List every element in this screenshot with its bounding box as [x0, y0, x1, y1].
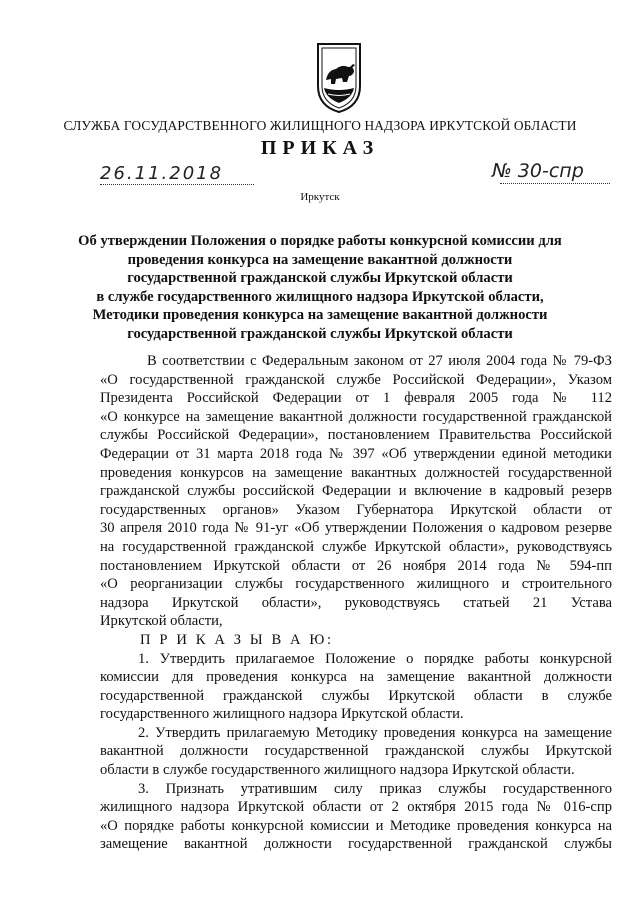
- agency-name: СЛУЖБА ГОСУДАРСТВЕННОГО ЖИЛИЩНОГО НАДЗОРА ИРКУТСКОЙ ОБЛАСТИ: [63, 118, 577, 133]
- order-item-2: [100, 724, 612, 780]
- item-line: 3. Признать утратившим силу приказ службы государственного: [138, 780, 612, 797]
- title-line: в службе государственного жилищного надзора Иркутской области,: [96, 288, 544, 305]
- document-body: [100, 352, 612, 854]
- item-line: «О порядке работы конкурсной комиссии и Методике проведения конкурса на: [100, 817, 612, 834]
- preamble-line: надзора Иркутской области», руководствуясь статьей 21 Устава: [100, 594, 612, 611]
- preamble-line: «О конкурсе на замещение вакантной должности государственной гражданской: [100, 408, 612, 425]
- date-underline: [100, 184, 254, 185]
- item-line: комиссии для проведения конкурса на замещение вакантной должности: [100, 669, 612, 686]
- preamble-line: Президента Российской Федерации от 1 февраля 2005 года № 112: [100, 390, 612, 407]
- item-line: жилищного надзора Иркутской области от 2 октября 2015 года № 016-спр: [100, 799, 612, 816]
- title-line: государственной гражданской службы Иркутской области: [127, 325, 513, 342]
- preamble-line: службы Российской Федерации», постановлением Правительства Российской: [100, 427, 612, 444]
- item-line: 1. Утвердить прилагаемое Положение о порядке работы конкурсной: [138, 650, 612, 667]
- title-line: Методики проведения конкурса на замещение вакантной должности: [92, 307, 548, 324]
- preamble-line: Иркутской области,: [100, 613, 223, 630]
- number-underline: [500, 183, 610, 184]
- order-item-1: [100, 650, 612, 724]
- preamble-line: государственных органов» Указом Губернатора Иркутской области от: [100, 501, 612, 518]
- preamble-line: Федерации от 31 марта 2018 года № 397 «Об утверждении единой методики: [100, 445, 612, 462]
- city: Иркутск: [300, 191, 340, 203]
- preamble-line: В соответствии с Федеральным законом от 27 июля 2004 года № 79-ФЗ: [147, 353, 612, 369]
- document-title: [70, 232, 570, 344]
- preamble-line: проведения конкурсов на замещение вакантных должностей государственной: [100, 464, 612, 481]
- item-line: государственного жилищного надзора Иркутской области.: [100, 706, 464, 723]
- title-line: Об утверждении Положения о порядке работы конкурсной комиссии для: [78, 233, 562, 249]
- preamble-line: «О государственной гражданской службе Российской Федерации», Указом: [100, 371, 612, 388]
- preamble: [100, 352, 612, 631]
- title-line: государственной гражданской службы Иркутской области: [127, 270, 513, 287]
- item-line: 2. Утвердить прилагаемую Методику проведения конкурса на замещение: [138, 724, 612, 741]
- order-word: П Р И К А З Ы В А Ю:: [140, 631, 334, 648]
- irkutsk-coat-of-arms-icon: [314, 40, 364, 114]
- document-type: ПРИКАЗ: [260, 137, 380, 159]
- preamble-line: на государственной гражданской службе Иркутской области», руководствуясь: [100, 538, 612, 555]
- order-date: 26.11.2018: [100, 163, 224, 184]
- order-number: № 30-спр: [492, 160, 584, 182]
- preamble-line: 30 апреля 2010 года № 91-уг «Об утверждении Положения о кадровом резерве: [100, 520, 612, 537]
- item-line: замещение вакантной должности государственной гражданской службы: [100, 836, 612, 853]
- preamble-line: гражданской службы российской Федерации и включение в кадровый резерв: [100, 483, 612, 500]
- item-line: государственной гражданской службы Иркутской области в службе: [100, 687, 612, 704]
- order-item-3: [100, 780, 612, 854]
- item-line: области в службе государственного жилищного надзора Иркутской области.: [100, 762, 575, 779]
- item-line: вакантной должности государственной гражданской службы Иркутской: [100, 743, 612, 760]
- preamble-line: «О реорганизации службы государственного жилищного и строительного: [100, 576, 612, 593]
- preamble-line: постановлением Иркутской области от 26 ноября 2014 года № 594-пп: [100, 557, 612, 574]
- title-line: проведения конкурса на замещение вакантной должности: [127, 251, 513, 268]
